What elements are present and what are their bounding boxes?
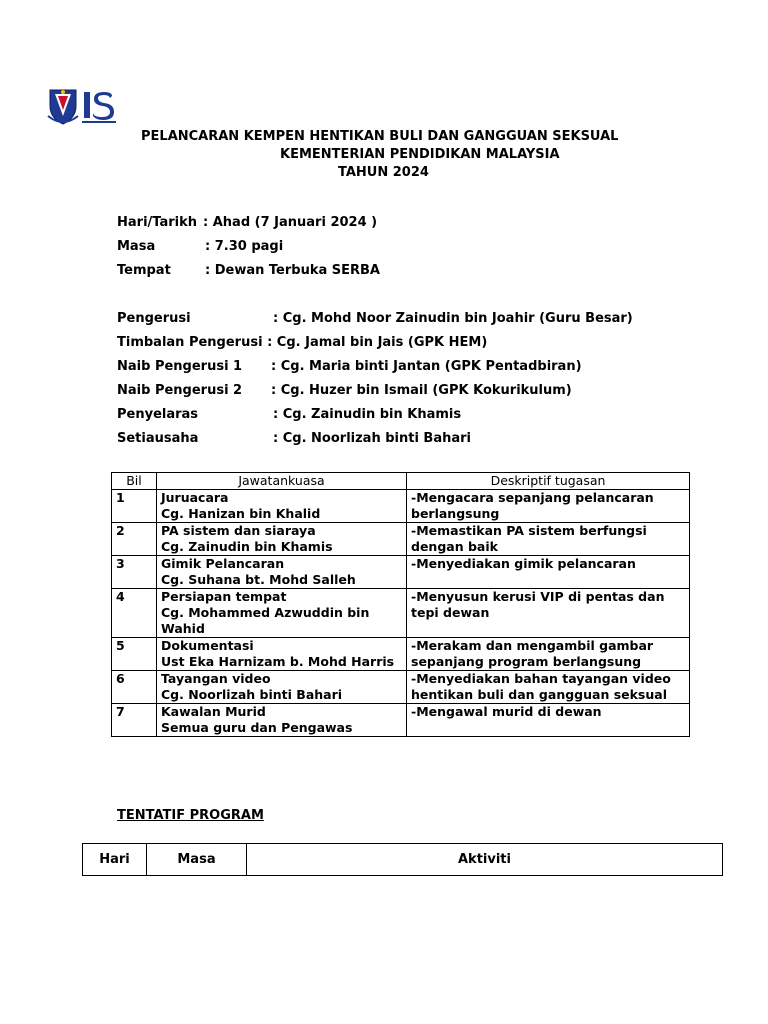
event-date-label: Hari/Tarikh [117, 215, 197, 230]
event-place-label: Tempat [117, 263, 171, 278]
title-line-3: TAHUN 2024 [338, 165, 429, 180]
row-description: -Menyediakan bahan tayangan video hentikan buli dan gangguan seksual [407, 671, 690, 704]
committee-value: : Cg. Maria binti Jantan (GPK Pentadbiran) [271, 359, 582, 374]
row-description: -Memastikan PA sistem berfungsi dengan baik [407, 523, 690, 556]
row-bil: 3 [112, 556, 157, 589]
header-jawatankuasa: Jawatankuasa [157, 473, 407, 490]
row-person: Cg. Mohammed Azwuddin bin Wahid [161, 605, 370, 636]
committee-label: Penyelaras [117, 407, 199, 422]
row-role: Tayangan video [161, 671, 271, 686]
tentatif-header-hari: Hari [83, 844, 147, 876]
row-person: Cg. Suhana bt. Mohd Salleh [161, 572, 356, 587]
event-place-row [117, 259, 380, 283]
committee-value: : Cg. Noorlizah binti Bahari [273, 431, 472, 446]
row-role: Persiapan tempat [161, 589, 287, 604]
tentatif-header-aktiviti: Aktiviti [247, 844, 723, 876]
row-description: -Merakam dan mengambil gambar sepanjang program berlangsung [407, 638, 690, 671]
committee-row [117, 307, 633, 331]
committee-label: Setiausaha [117, 431, 199, 446]
row-description: -Menyusun kerusi VIP di pentas dan tepi dewan [407, 589, 690, 638]
row-bil: 7 [112, 704, 157, 737]
table-row [112, 556, 690, 589]
table-header-row [112, 473, 690, 490]
row-person: Cg. Hanizan bin Khalid [161, 506, 321, 521]
table-row [112, 490, 690, 523]
event-date-value: : Ahad (7 Januari 2024 ) [203, 215, 378, 230]
row-jawatankuasa [157, 490, 407, 523]
event-date-row [117, 211, 377, 235]
row-person: Ust Eka Harnizam b. Mohd Harris [161, 654, 395, 669]
event-time-label: Masa [117, 239, 156, 254]
row-jawatankuasa [157, 671, 407, 704]
committee-label: Naib Pengerusi 2 [117, 383, 243, 398]
tentatif-header-row [83, 844, 723, 876]
committee-row [117, 403, 461, 427]
committee-value: : Cg. Huzer bin Ismail (GPK Kokurikulum) [271, 383, 572, 398]
committee-row [117, 427, 471, 451]
tentatif-table [82, 843, 723, 876]
committee-row [117, 355, 582, 379]
header-bil: Bil [112, 473, 157, 490]
row-role: Kawalan Murid [161, 704, 266, 719]
school-logo [46, 86, 120, 126]
row-person: Cg. Noorlizah binti Bahari [161, 687, 343, 702]
row-role: Dokumentasi [161, 638, 254, 653]
tentatif-header-masa: Masa [147, 844, 247, 876]
event-time-row [117, 235, 283, 259]
row-bil: 2 [112, 523, 157, 556]
table-row [112, 523, 690, 556]
row-person: Cg. Zainudin bin Khamis [161, 539, 333, 554]
title-line-2: KEMENTERIAN PENDIDIKAN MALAYSIA [280, 147, 560, 162]
row-description: -Mengacara sepanjang pelancaran berlangsung [407, 490, 690, 523]
row-bil: 4 [112, 589, 157, 638]
table-row [112, 671, 690, 704]
row-jawatankuasa [157, 704, 407, 737]
table-row [112, 589, 690, 638]
committee-label: Timbalan Pengerusi [117, 335, 263, 350]
row-bil: 5 [112, 638, 157, 671]
row-jawatankuasa [157, 638, 407, 671]
committee-label: Naib Pengerusi 1 [117, 359, 243, 374]
table-row [112, 704, 690, 737]
row-bil: 1 [112, 490, 157, 523]
row-description: -Mengawal murid di dewan [407, 704, 690, 737]
committee-row [117, 331, 487, 355]
header-deskriptif: Deskriptif tugasan [407, 473, 690, 490]
row-role: Juruacara [161, 490, 229, 505]
title-line-1: PELANCARAN KEMPEN HENTIKAN BULI DAN GANGGUAN SEKSUAL [141, 129, 619, 144]
row-jawatankuasa [157, 523, 407, 556]
committee-value: : Cg. Mohd Noor Zainudin bin Joahir (Guru Besar) [273, 311, 633, 326]
table-row [112, 638, 690, 671]
row-jawatankuasa [157, 589, 407, 638]
row-bil: 6 [112, 671, 157, 704]
row-role: PA sistem dan siaraya [161, 523, 316, 538]
tentatif-heading: TENTATIF PROGRAM [117, 808, 264, 823]
event-time-value: : 7.30 pagi [205, 239, 284, 254]
committee-value: : Cg. Zainudin bin Khamis [273, 407, 462, 422]
row-person: Semua guru dan Pengawas [161, 720, 353, 735]
event-place-value: : Dewan Terbuka SERBA [205, 263, 380, 278]
committee-row [117, 379, 572, 403]
row-description: -Menyediakan gimik pelancaran [407, 556, 690, 589]
committee-label: Pengerusi [117, 311, 191, 326]
committee-value: : Cg. Jamal bin Jais (GPK HEM) [267, 335, 488, 350]
committee-table [111, 472, 690, 737]
row-jawatankuasa [157, 556, 407, 589]
row-role: Gimik Pelancaran [161, 556, 285, 571]
